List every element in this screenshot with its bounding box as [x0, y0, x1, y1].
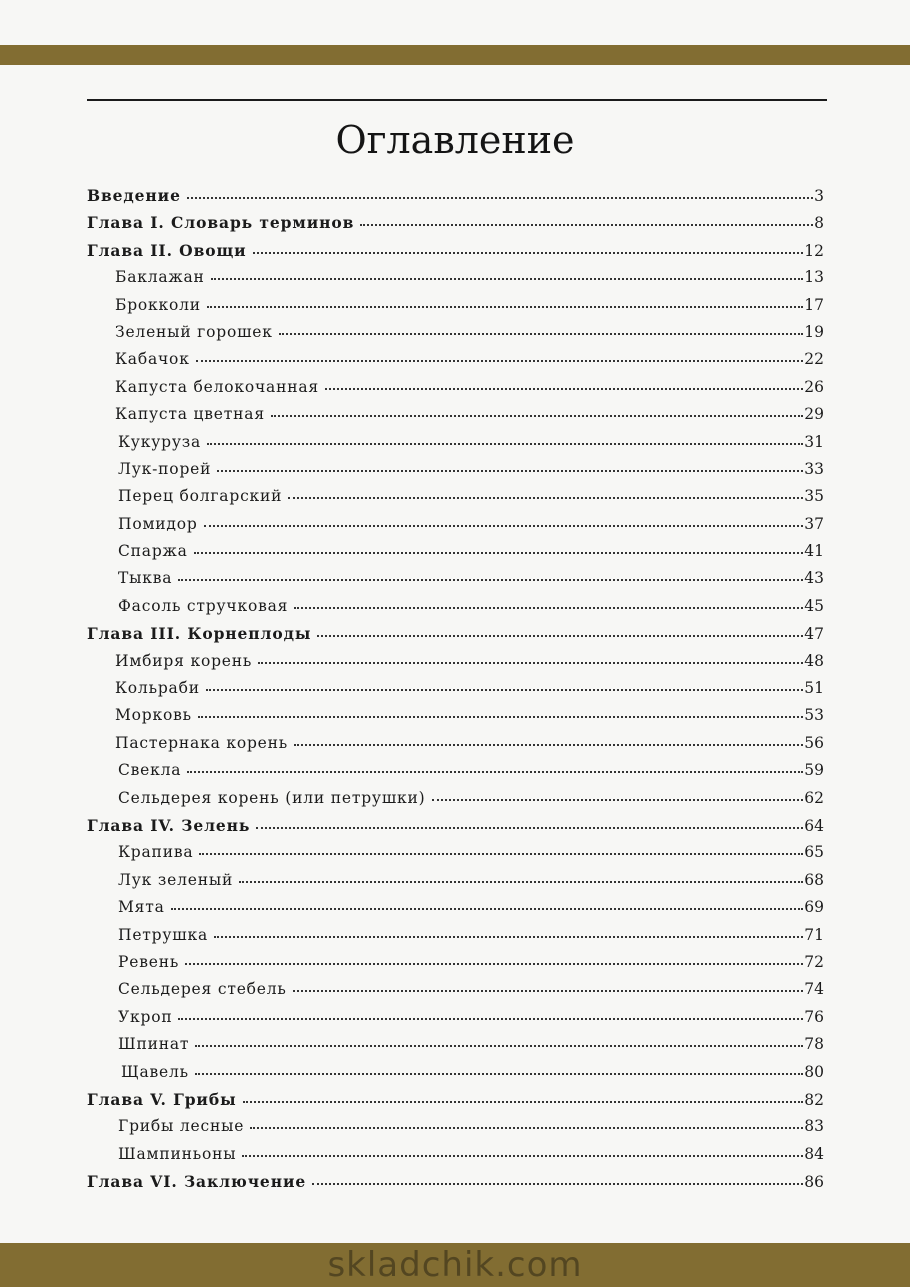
toc-entry-label: Тыква [118, 569, 173, 588]
toc-entry-label: Лук-порей [118, 459, 212, 478]
dot-leader [207, 305, 803, 308]
dot-leader [250, 1126, 803, 1129]
dot-leader [432, 798, 804, 801]
dot-leader [325, 387, 803, 390]
dot-leader [171, 907, 804, 910]
toc-entry[interactable] [87, 926, 824, 953]
toc-entry[interactable] [87, 433, 824, 460]
toc-chapter-entry[interactable] [87, 1172, 824, 1199]
toc-entry[interactable] [87, 1117, 824, 1144]
toc-entry[interactable] [87, 405, 824, 432]
toc-page-number: 26 [804, 377, 824, 396]
toc-entry[interactable] [87, 652, 824, 679]
toc-entry-label: Глава VI. Заключение [87, 1172, 307, 1192]
toc-entry[interactable] [87, 898, 824, 925]
toc-entry-label: Укроп [118, 1007, 173, 1026]
toc-page-number: 29 [804, 405, 824, 424]
top-decorative-band [0, 45, 910, 65]
toc-page-number: 31 [804, 432, 824, 451]
toc-page-number: 33 [804, 459, 824, 478]
toc-entry-label: Баклажан [115, 268, 205, 287]
toc-page-number: 51 [804, 679, 824, 698]
toc-page-number: 43 [804, 569, 824, 588]
dot-leader [204, 524, 804, 527]
toc-entry-label: Глава IV. Зелень [87, 815, 251, 835]
toc-entry[interactable] [87, 734, 824, 761]
toc-page-number: 78 [804, 1035, 824, 1054]
toc-entry-label: Капуста цветная [115, 405, 265, 424]
toc-entry[interactable] [87, 323, 824, 350]
toc-entry[interactable] [87, 953, 824, 980]
toc-page-number: 68 [804, 870, 824, 889]
dot-leader [196, 359, 804, 362]
toc-entry-label: Сельдерея корень (или петрушки) [118, 788, 426, 807]
toc-page-number: 19 [804, 322, 824, 341]
toc-entry-label: Перец болгарский [118, 487, 283, 506]
dot-leader [185, 962, 803, 965]
toc-page-number: 47 [804, 625, 824, 644]
toc-page-number: 64 [804, 816, 824, 835]
dot-leader [243, 1100, 804, 1103]
toc-entry-label: Спаржа [118, 542, 188, 561]
toc-page-number: 82 [804, 1090, 824, 1109]
toc-chapter-entry[interactable] [87, 1090, 824, 1117]
dot-leader [271, 414, 803, 417]
toc-page-number: 84 [804, 1144, 824, 1163]
toc-entry-label: Глава V. Грибы [87, 1089, 237, 1109]
toc-entry-label: Лук зеленый [118, 870, 234, 889]
title-divider [87, 99, 827, 101]
dot-leader [239, 880, 803, 883]
toc-entry[interactable] [87, 597, 824, 624]
toc-page-number: 62 [804, 788, 824, 807]
toc-entry-label: Пастернака корень [115, 733, 289, 752]
dot-leader [253, 251, 804, 254]
dot-leader [195, 1044, 803, 1047]
toc-page-number: 86 [804, 1173, 824, 1192]
toc-entry[interactable] [87, 296, 824, 323]
toc-entry[interactable] [87, 706, 824, 733]
toc-entry-label: Грибы лесные [118, 1117, 245, 1136]
toc-page-number: 13 [804, 268, 824, 287]
toc-page-number: 17 [804, 295, 824, 314]
dot-leader [360, 223, 813, 226]
toc-chapter-entry[interactable] [87, 624, 824, 651]
toc-entry-label: Глава II. Овощи [87, 240, 247, 260]
toc-entry-label: Морковь [115, 706, 192, 725]
dot-leader [178, 578, 803, 581]
toc-entry[interactable] [87, 268, 824, 295]
toc-page-number: 80 [804, 1062, 824, 1081]
toc-entry-label: Петрушка [118, 925, 209, 944]
toc-entry[interactable] [87, 542, 824, 569]
toc-entry-label: Помидор [118, 514, 198, 533]
dot-leader [207, 442, 803, 445]
toc-entry[interactable] [87, 679, 824, 706]
toc-page-number: 65 [804, 843, 824, 862]
toc-entry-label: Кольраби [115, 679, 200, 698]
toc-page-number: 69 [804, 898, 824, 917]
toc-chapter-entry[interactable] [87, 186, 824, 213]
toc-entry-label: Сельдерея стебель [118, 980, 287, 999]
dot-leader [198, 715, 803, 718]
toc-chapter-entry[interactable] [87, 241, 824, 268]
toc-entry-label: Кабачок [115, 350, 190, 369]
toc-page-number: 53 [804, 706, 824, 725]
toc-page-number: 3 [814, 187, 824, 205]
dot-leader [214, 935, 803, 938]
dot-leader [187, 770, 803, 773]
dot-leader [294, 606, 803, 609]
dot-leader [187, 196, 813, 199]
dot-leader [199, 852, 803, 855]
dot-leader [217, 469, 803, 472]
toc-page-number: 76 [804, 1007, 824, 1026]
toc-entry[interactable] [87, 350, 824, 377]
toc-entry[interactable] [87, 789, 824, 816]
dot-leader [288, 496, 803, 499]
toc-entry-label: Шампиньоны [118, 1144, 237, 1163]
toc-entry-label: Фасоль стручковая [118, 596, 289, 615]
toc-entry-label: Крапива [118, 843, 194, 862]
toc-entry[interactable] [87, 871, 824, 898]
dot-leader [279, 332, 804, 335]
toc-page-number: 59 [804, 761, 824, 780]
toc-entry-label: Брокколи [115, 295, 201, 314]
toc-entry[interactable] [87, 1035, 824, 1062]
toc-entry[interactable] [87, 761, 824, 788]
dot-leader [242, 1154, 803, 1157]
toc-entry[interactable] [87, 487, 824, 514]
toc-page-number: 72 [804, 952, 824, 971]
dot-leader [317, 634, 803, 637]
toc-page-number: 35 [804, 487, 824, 506]
dot-leader [312, 1182, 803, 1185]
toc-entry-label: Щавель [121, 1062, 189, 1081]
watermark: skladchik.com [327, 1245, 583, 1285]
toc-entry[interactable] [87, 980, 824, 1007]
dot-leader [211, 277, 804, 280]
toc-page-number: 71 [804, 925, 824, 944]
page-title: Оглавление [335, 118, 575, 162]
toc-page-number: 8 [814, 214, 824, 233]
toc-entry[interactable] [87, 378, 824, 405]
toc-entry[interactable] [87, 1063, 824, 1090]
dot-leader [258, 661, 803, 664]
toc-entry-label: Шпинат [118, 1035, 190, 1054]
toc-page-number: 12 [804, 241, 824, 260]
toc-page-number: 22 [804, 350, 824, 369]
toc-entry[interactable] [87, 460, 824, 487]
toc-entry-label: Капуста белокочанная [115, 377, 319, 396]
dot-leader [293, 989, 804, 992]
toc-entry-label: Кукуруза [118, 432, 202, 451]
toc-entry-label: Ревень [118, 952, 180, 971]
dot-leader [256, 826, 803, 829]
toc-entry-label: Глава I. Словарь терминов [87, 213, 355, 233]
table-of-contents [87, 186, 824, 1199]
toc-entry-label: Мята [118, 898, 165, 917]
dot-leader [178, 1017, 803, 1020]
toc-entry[interactable] [87, 569, 824, 596]
toc-entry[interactable] [87, 1008, 824, 1035]
toc-page-number: 37 [804, 514, 824, 533]
toc-entry-label: Зеленый горошек [115, 322, 273, 341]
toc-entry-label: Свекла [118, 761, 182, 780]
toc-page-number: 74 [804, 980, 824, 999]
toc-page-number: 48 [804, 651, 824, 670]
dot-leader [194, 551, 804, 554]
dot-leader [206, 688, 803, 691]
toc-chapter-entry[interactable] [87, 816, 824, 843]
toc-entry[interactable] [87, 1145, 824, 1172]
toc-entry-label: Имбиря корень [115, 651, 253, 670]
dot-leader [294, 743, 803, 746]
toc-entry-label: Глава III. Корнеплоды [87, 624, 312, 644]
toc-page-number: 83 [804, 1117, 824, 1136]
toc-entry[interactable] [87, 515, 824, 542]
toc-chapter-entry[interactable] [87, 213, 824, 240]
toc-entry-label: Введение [87, 186, 181, 205]
dot-leader [195, 1072, 803, 1075]
toc-page-number: 45 [804, 596, 824, 615]
toc-page-number: 56 [804, 733, 824, 752]
toc-page-number: 41 [804, 542, 824, 561]
toc-entry[interactable] [87, 843, 824, 870]
